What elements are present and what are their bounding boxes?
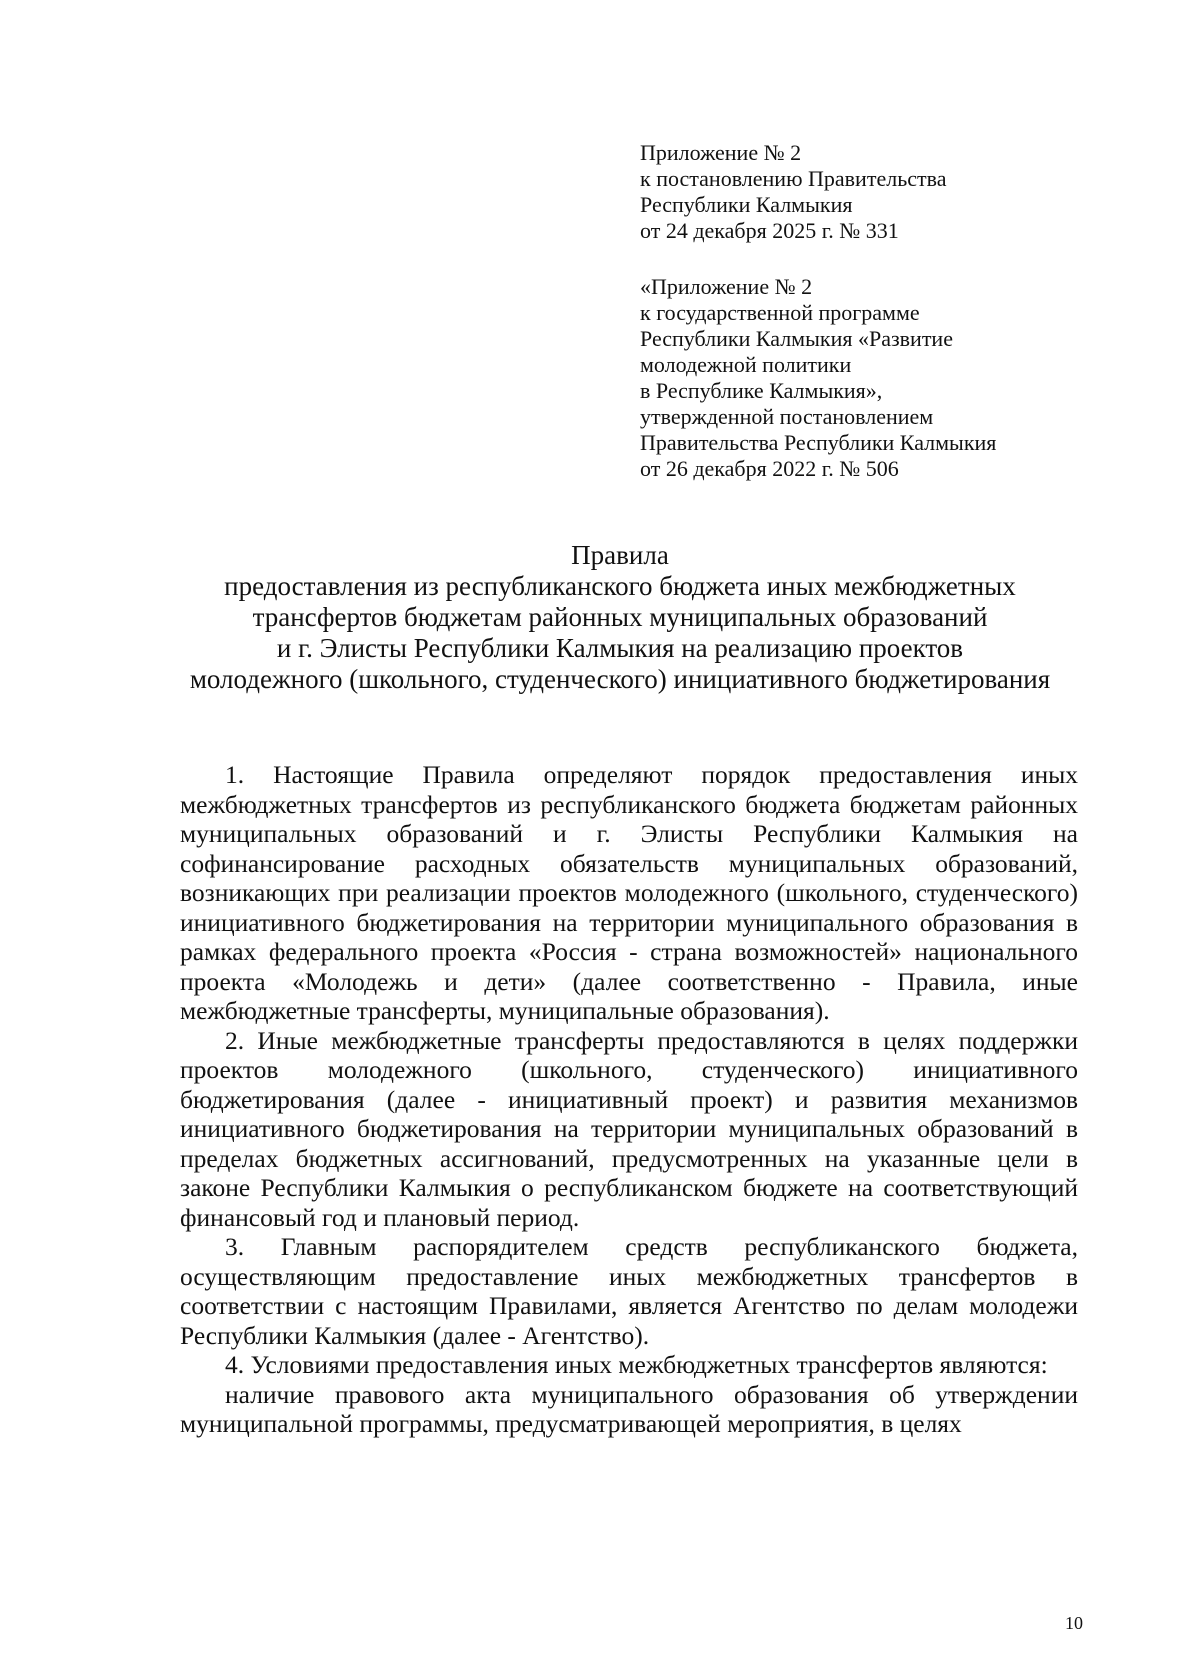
annex-reference-line: Республики Калмыкия «Развитие bbox=[640, 326, 953, 351]
paragraph: наличие правового акта муниципального образования об утверждении муниципальной программы, предусматривающей мероприятия, в целях bbox=[180, 1379, 1078, 1438]
title-subtitle-line: трансфертов бюджетам районных муниципальных образований bbox=[252, 602, 988, 632]
paragraph: 2. Иные межбюджетные трансферты предоставляются в целях поддержки проектов молодежного (школьного, студенческого) инициативного бюджетирования (далее - инициативный проект) и развития механизмов инициативного бюджетирования на территории муниципальных образований в пределах бюджетных ассигнований, предусмотренных на указанные цели в законе Республики Калмыкия о республиканском бюджете на соответствующий финансовый год и плановый период. bbox=[180, 1025, 1078, 1232]
page-number: 10 bbox=[1065, 1613, 1083, 1633]
annex-reference-line: Правительства Республики Калмыкия bbox=[640, 430, 997, 455]
annex-reference bbox=[640, 274, 1100, 482]
paragraph: 1. Настоящие Правила определяют порядок предоставления иных межбюджетных трансфертов из республиканского бюджета бюджетам районных муниципальных образований и г. Элисты Республики Калмыкия на софинансирование расходных обязательств муниципальных образований, возникающих при реализации проектов молодежного (школьного, студенческого) инициативного бюджетирования на территории муниципального образования в рамках федерального проекта «Россия - страна возможностей» национального проекта «Молодежь и дети» (далее соответственно - Правила, иные межбюджетные трансферты, муниципальные образования). bbox=[180, 760, 1078, 1025]
annex-reference-line: молодежной политики bbox=[640, 352, 852, 377]
document-body bbox=[180, 760, 1078, 1439]
annex-header-line: к постановлению Правительства bbox=[640, 166, 947, 191]
annex-header-line: Республики Калмыкия bbox=[640, 192, 853, 217]
annex-reference-line: от 26 декабря 2022 г. № 506 bbox=[640, 456, 899, 481]
annex-reference-line: в Республике Калмыкия», bbox=[640, 378, 883, 403]
annex-reference-line: утвержденной постановлением bbox=[640, 404, 934, 429]
paragraph: 4. Условиями предоставления иных межбюджетных трансфертов являются: bbox=[225, 1350, 1048, 1379]
annex-reference-line: к государственной программе bbox=[640, 300, 920, 325]
title-heading: Правила bbox=[571, 540, 669, 570]
title-subtitle-line: молодежного (школьного, студенческого) инициативного бюджетирования bbox=[189, 664, 1051, 694]
paragraph: 3. Главным распорядителем средств республиканского бюджета, осуществляющим предоставление иных межбюджетных трансфертов в соответствии с настоящим Правилами, является Агентство по делам молодежи Республики Калмыкия (далее - Агентство). bbox=[180, 1232, 1078, 1350]
annex-header-line: от 24 декабря 2025 г. № 331 bbox=[640, 218, 899, 243]
document-title bbox=[120, 540, 1120, 695]
annex-reference-line: «Приложение № 2 bbox=[640, 274, 813, 299]
annex-header bbox=[640, 140, 1100, 482]
title-subtitle-line: предоставления из республиканского бюджета иных межбюджетных bbox=[224, 571, 1016, 601]
title-subtitle-line: и г. Элисты Республики Калмыкия на реализацию проектов bbox=[276, 633, 964, 663]
annex-header-line: Приложение № 2 bbox=[640, 140, 802, 165]
